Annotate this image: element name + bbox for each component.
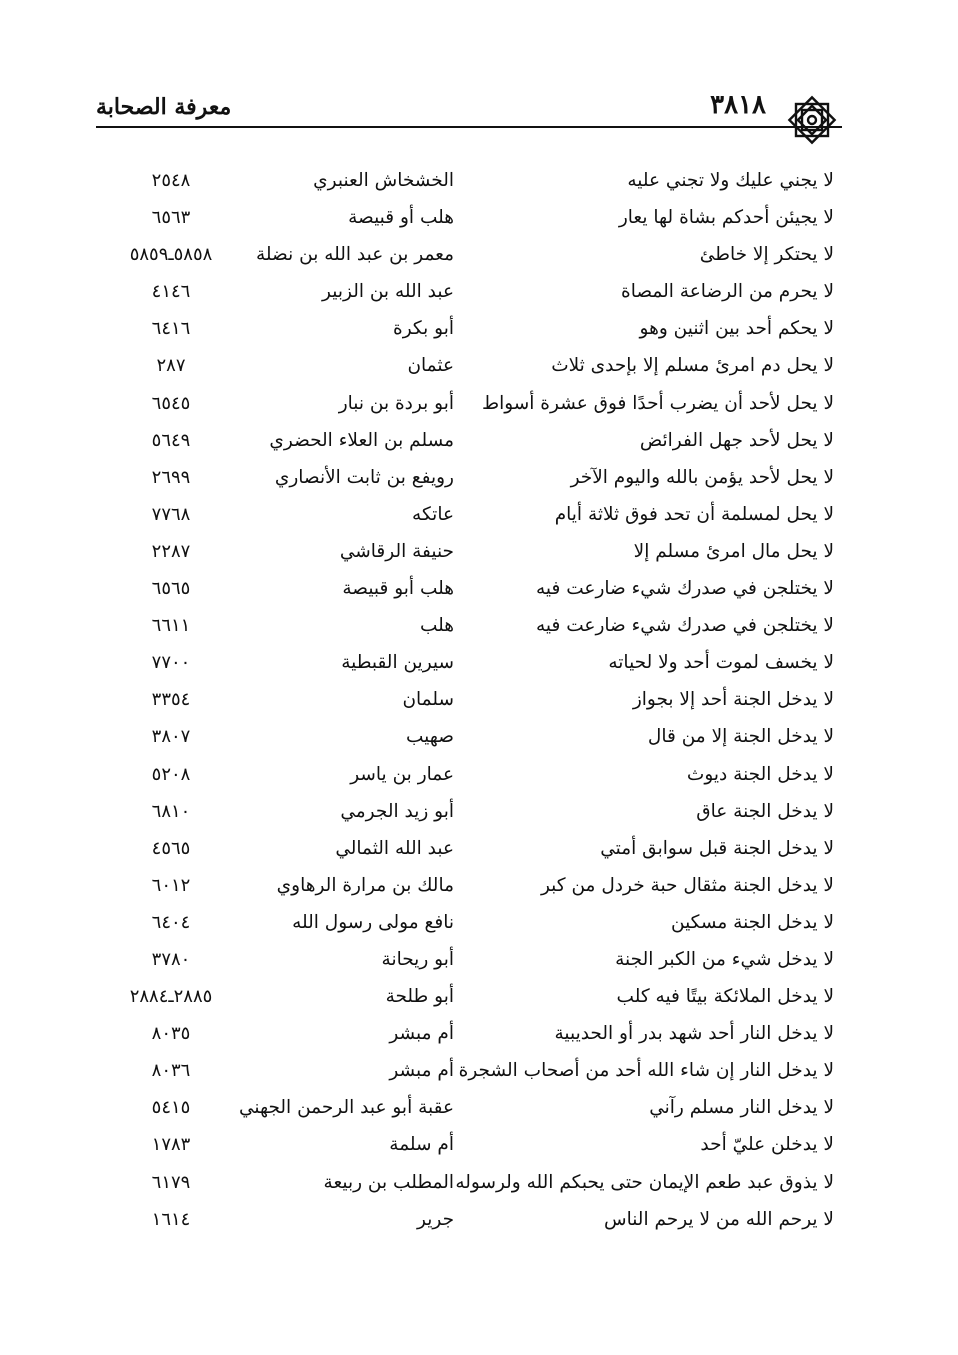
hadith-text: لا يحل لأحد يؤمن بالله واليوم الآخر [570,466,834,488]
index-row [96,273,842,310]
hadith-text: لا يدخل الجنة أحد إلا بجواز [632,689,834,711]
hadith-text: لا يدخل الجنة مثقال حبة خردل من كبر [540,874,834,896]
narrator-name: هلب أبو قبيصة [342,578,454,600]
page-number: ٣٨١٨ [710,90,766,120]
narrator-name: أم مبشر [389,1023,454,1045]
index-row [96,830,842,867]
page-header [96,82,842,132]
index-row [96,681,842,718]
reference-number: ٦١٧٩ [151,1171,191,1193]
index-row [96,904,842,941]
narrator-name: عاتكه [412,503,454,525]
narrator-name: سيرين القبطية [341,652,454,674]
index-row [96,236,842,273]
narrator-name: أبو بردة بن نبار [338,392,454,414]
hadith-text: لا يدخل الملائكة بيتًا فيه كلب [616,986,834,1008]
index-row [96,1089,842,1126]
index-row [96,1015,842,1052]
reference-number: ٢٢٨٧ [151,540,191,562]
narrator-name: عثمان [407,355,454,377]
narrator-name: أم مبشر [389,1060,454,1082]
hadith-text: لا يدخل النار مسلم رآني [649,1097,834,1119]
index-row [96,422,842,459]
narrator-name: عمار بن ياسر [350,763,454,785]
reference-number: ٦٨١٠ [151,800,191,822]
narrator-name: مالك بن مرارة الرهاوي [276,874,454,896]
hadith-text: لا يذوق عبد طعم الإيمان حتى يحبكم الله ولرسوله [455,1171,834,1193]
reference-number: ٥٦٤٩ [151,429,191,451]
narrator-name: أبو بكرة [393,318,454,340]
reference-number: ٦٦١١ [151,615,191,637]
reference-number: ٨٠٣٥ [151,1023,191,1045]
reference-number: ٦٠١٢ [151,874,191,896]
hadith-text: لا يدخل الجنة عاق [696,800,834,822]
reference-number: ٢٥٤٨ [151,170,191,191]
hadith-text: لا يدخل الجنة ديوث [686,763,834,785]
narrator-name: جرير [417,1208,454,1230]
hadith-text: لا يجني عليك ولا تجني عليه [627,170,834,191]
index-row [96,1052,842,1089]
index-row [96,347,842,384]
narrator-name: هلب [419,615,454,637]
book-title: معرفة الصحابة [96,94,232,120]
reference-number: ٦٤١٦ [151,318,191,340]
reference-number: ٢٨٨٥ـ٢٨٨٤ [129,986,213,1008]
index-row [96,1126,842,1163]
reference-number: ٣٣٥٤ [151,689,191,711]
index-row [96,607,842,644]
hadith-text: لا يحل لأحد أن يضرب أحدًا فوق عشرة أسواط [481,392,834,414]
reference-number: ٦٤٠٤ [151,911,191,933]
reference-number: ١٧٨٣ [151,1134,191,1156]
reference-number: ٧٧٦٨ [151,503,191,525]
reference-number: ٥٢٠٨ [151,763,191,785]
index-row [96,570,842,607]
header-divider [96,126,842,128]
narrator-name: أبو زيد الجرمي [340,800,454,822]
reference-number: ٦٥٤٥ [151,392,191,414]
hadith-text: لا يحرم من الرضاعة المصاة [621,281,834,303]
narrator-name: أبو طلحة [385,986,454,1008]
hadith-text: لا يحل لأحد جهل الفرائض [639,429,834,451]
hadith-text: لا يحل دم امرئ مسلم إلا بإحدى ثلاث [551,355,834,377]
narrator-name: عبد الله الثمالي [335,837,454,859]
hadith-text: لا يجيئن أحدكم بشاة لها يعار [618,207,834,229]
narrator-name: أم سلمة [389,1134,454,1156]
reference-number: ٢٦٩٩ [151,466,191,488]
hadith-text: لا يخسف لموت أحد ولا لحياته [608,652,834,674]
index-row [96,385,842,422]
narrator-name: هلب أو قبيصة [348,207,454,229]
index-row [96,718,842,755]
reference-number: ١٦١٤ [151,1208,191,1230]
reference-number: ٦٥٦٣ [151,207,191,229]
index-row [96,867,842,904]
hadith-text: لا يختلجن في صدرك شيء ضارعت فيه [536,615,834,637]
narrator-name: مسلم بن العلاء الحضري [269,429,454,451]
index-row [96,162,842,199]
hadith-text: لا يحل لمسلمة أن تحد فوق ثلاثة أيام [554,503,834,525]
reference-number: ٢٨٧ [156,355,186,377]
hadith-text: لا يحتكر إلا خاطئ [699,244,834,266]
index-row [96,941,842,978]
index-row [96,756,842,793]
index-row [96,459,842,496]
index-row [96,496,842,533]
narrator-name: سلمان [402,689,454,711]
hadith-text: لا يحكم أحد بين اثنين وهو [639,318,834,340]
hadith-text: لا يدخل الجنة إلا من قال [647,726,834,748]
narrator-name: عبد الله بن الزبير [322,281,454,303]
hadith-text: لا يدخل الجنة قبل سوابق أمتي [600,837,834,859]
index-row [96,199,842,236]
index-row [96,1164,842,1201]
hadith-text: لا يدخلن عليّ أحد [700,1134,834,1156]
narrator-name: الخشخاش العنبري [313,170,454,191]
hadith-index-table [96,162,842,1238]
reference-number: ٦٥٦٥ [151,578,191,600]
reference-number: ٥٨٥٨ـ٥٨٥٩ [129,244,213,266]
reference-number: ٧٧٠٠ [151,652,191,674]
narrator-name: المطلب بن ربيعة [323,1171,454,1193]
reference-number: ٨٠٣٦ [151,1060,191,1082]
hadith-text: لا يختلجن في صدرك شيء ضارعت فيه [536,578,834,600]
reference-number: ٤٥٦٥ [151,837,191,859]
narrator-name: عقبة أبو عبد الرحمن الجهني [238,1097,454,1119]
hadith-text: لا يرحم الله من لا يرحم الناس [604,1208,834,1230]
narrator-name: معمر بن عبد الله بن نضلة [256,244,454,266]
index-row [96,533,842,570]
reference-number: ٣٨٠٧ [151,726,191,748]
hadith-text: لا يدخل النار أحد شهد بدر أو الحديبية [554,1023,834,1045]
narrator-name: صهيب [406,726,454,748]
index-row [96,793,842,830]
hadith-text: لا يحل مال امرئ مسلم إلا [633,540,834,562]
index-row [96,1201,842,1238]
reference-number: ٣٧٨٠ [151,948,191,970]
index-row [96,310,842,347]
hadith-text: لا يدخل الجنة مسكين [670,911,834,933]
narrator-name: أبو ريحانة [381,948,454,970]
narrator-name: حنيفة الرقاشي [339,540,454,562]
star-ornament-icon [782,90,842,150]
reference-number: ٥٤١٥ [151,1097,191,1119]
reference-number: ٤١٤٦ [151,281,191,303]
index-row [96,978,842,1015]
narrator-name: رويفع بن ثابت الأنصاري [274,466,454,488]
index-row [96,644,842,681]
narrator-name: نافع مولى رسول الله [292,911,454,933]
hadith-text: لا يدخل النار إن شاء الله أحد من أصحاب الشجرة [458,1060,834,1082]
hadith-text: لا يدخل شيء من الكبر الجنة [615,948,834,970]
